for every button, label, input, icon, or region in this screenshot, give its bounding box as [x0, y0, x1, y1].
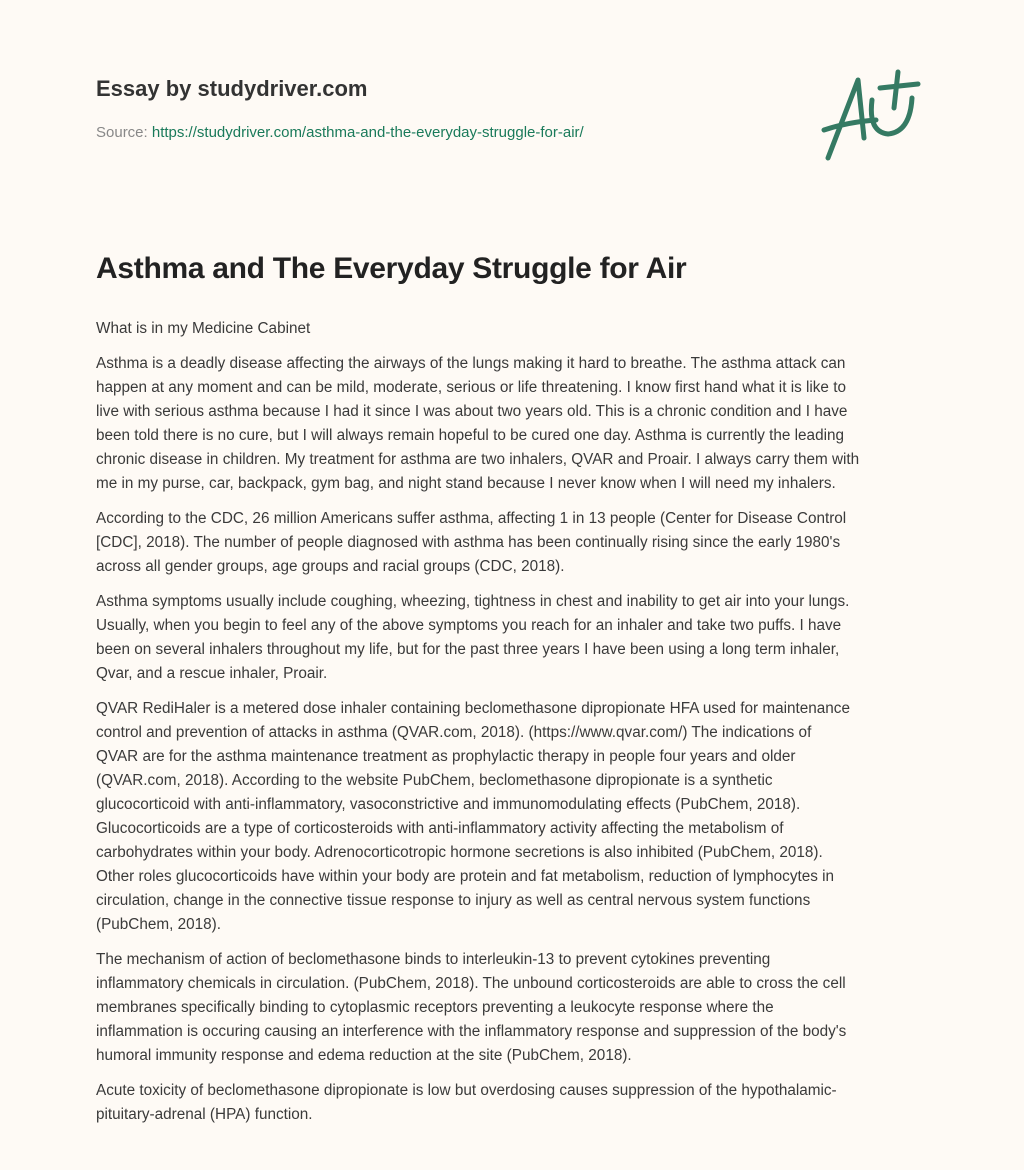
paragraph-line: Acute toxicity of beclomethasone dipropionate is low but overdosing causes suppression of the hypothalamic-: [96, 1082, 837, 1099]
paragraph-line: Asthma is a deadly disease affecting the airways of the lungs making it hard to breathe. The asthma attack can: [96, 355, 846, 372]
source-line: [96, 124, 584, 141]
paragraph-line: What is in my Medicine Cabinet: [96, 320, 311, 337]
essay-paragraph: [96, 697, 946, 937]
source-link[interactable]: https://studydriver.com/asthma-and-the-everyday-struggle-for-air/: [151, 124, 584, 141]
site-title: Essay by studydriver.com: [96, 76, 368, 101]
paragraph-line: chronic disease in children. My treatment for asthma are two inhalers, QVAR and Proair. I always carry them with: [96, 451, 860, 468]
paragraph-line: Qvar, and a rescue inhaler, Proair.: [96, 665, 328, 682]
essay-title: Asthma and The Everyday Struggle for Air: [96, 252, 687, 285]
essay-paragraph: [96, 1079, 946, 1127]
paragraph-line: been told there is no cure, but I will always remain hopeful to be cured one day. Asthma is currently the leading: [96, 427, 844, 444]
paragraph-line: been on several inhalers throughout my life, but for the past three years I have been using a long term inhaler,: [96, 641, 840, 658]
essay-paragraph: [96, 507, 946, 579]
paragraph-line: inflammatory chemicals in circulation. (PubChem, 2018). The unbound corticosteroids are able to cross the cell: [96, 975, 846, 992]
essay-paragraph: [96, 352, 946, 496]
paragraph-line: According to the CDC, 26 million Americans suffer asthma, affecting 1 in 13 people (Center for Disease Control: [96, 510, 847, 527]
paragraph-line: carbohydrates within your body. Adrenocorticotropic hormone secretions is also inhibited (PubChem, 2018).: [96, 844, 823, 861]
a-plus-logo-icon: [818, 68, 928, 164]
paragraph-line: The mechanism of action of beclomethasone binds to interleukin-13 to prevent cytokines preventing: [96, 951, 771, 968]
paragraph-line: glucocorticoid with anti-inflammatory, vasoconstrictive and immunomodulating effects (PubChem, 2018).: [96, 796, 801, 813]
essay-subtitle: [96, 317, 946, 341]
paragraph-line: inflammation is occuring causing an interference with the inflammatory response and suppression of the body's: [96, 1023, 847, 1040]
source-label: Source:: [96, 124, 148, 141]
paragraph-line: pituitary-adrenal (HPA) function.: [96, 1106, 313, 1123]
essay-paragraph: [96, 590, 946, 686]
paragraph-line: (QVAR.com, 2018). According to the website PubChem, beclomethasone dipropionate is a synthetic: [96, 772, 773, 789]
paragraph-line: happen at any moment and can be mild, moderate, serious or life threatening. I know first hand what it is like to: [96, 379, 846, 396]
essay-body: [96, 317, 946, 1138]
paragraph-line: (PubChem, 2018).: [96, 916, 221, 933]
paragraph-line: me in my purse, car, backpack, gym bag, and night stand because I never know when I will need my inhalers.: [96, 475, 836, 492]
paragraph-line: Usually, when you begin to feel any of the above symptoms you reach for an inhaler and take two puffs. I have: [96, 617, 842, 634]
essay-paragraph: [96, 948, 946, 1068]
paragraph-line: across all gender groups, age groups and racial groups (CDC, 2018).: [96, 558, 565, 575]
paragraph-line: Glucocorticoids are a type of corticosteroids with anti-inflammatory activity affecting the metabolism of: [96, 820, 784, 837]
paragraph-line: [CDC], 2018). The number of people diagnosed with asthma has been continually rising since the early 1980's: [96, 534, 841, 551]
paragraph-line: Asthma symptoms usually include coughing, wheezing, tightness in chest and inability to get air into your lungs.: [96, 593, 850, 610]
paragraph-line: QVAR RediHaler is a metered dose inhaler containing beclomethasone dipropionate HFA used for maintenance: [96, 700, 850, 717]
paragraph-line: Other roles glucocorticoids have within your body are protein and fat metabolism, reduction of lymphocytes in: [96, 868, 835, 885]
paragraph-line: circulation, change in the connective tissue response to injury as well as central nervous system functions: [96, 892, 811, 909]
paragraph-line: QVAR are for the asthma maintenance treatment as prophylactic therapy in people four years and older: [96, 748, 796, 765]
paragraph-line: live with serious asthma because I had it since I was about two years old. This is a chronic condition and I have: [96, 403, 848, 420]
paragraph-line: humoral immunity response and edema reduction at the site (PubChem, 2018).: [96, 1047, 632, 1064]
paragraph-line: control and prevention of attacks in asthma (QVAR.com, 2018). (https://www.qvar.com/) The indications of: [96, 724, 812, 741]
paragraph-line: membranes specifically binding to cytoplasmic receptors preventing a leukocyte response where the: [96, 999, 774, 1016]
